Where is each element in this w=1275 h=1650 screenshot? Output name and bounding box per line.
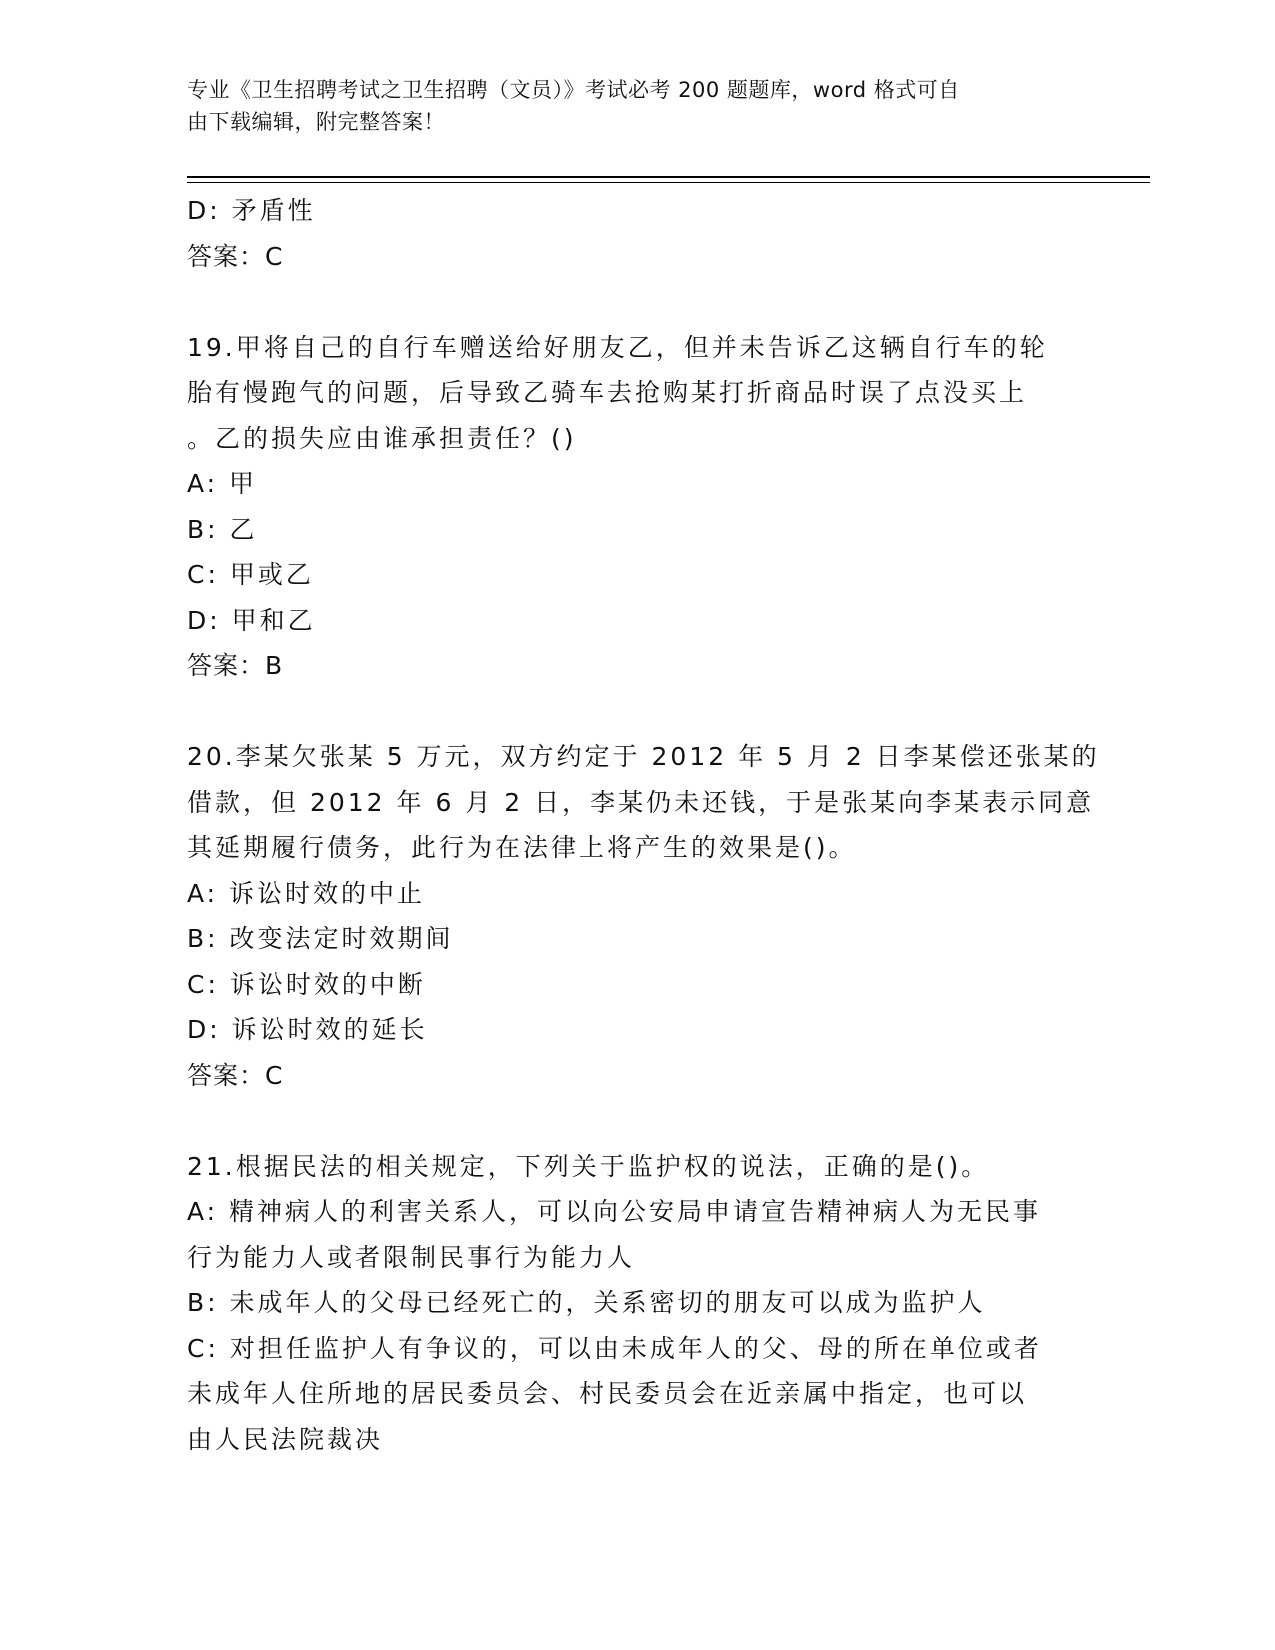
question-19-option-d: D: 甲和乙 — [187, 605, 316, 635]
question-20-stem-line: 其延期履行债务，此行为在法律上将产生的效果是()。 — [187, 833, 857, 862]
question-20-stem-line: 借款，但 2012 年 6 月 2 日，李某仍未还钱，于是张某向李某表示同意 — [187, 787, 1095, 817]
question-20-option-b: B: 改变法定时效期间 — [187, 924, 454, 953]
question-20-answer: 答案：C — [187, 1060, 284, 1090]
question-19-stem-line: 胎有慢跑气的问题，后导致乙骑车去抢购某打折商品时误了点没买上 — [187, 378, 1028, 407]
header-line-2: 由下载编辑，附完整答案！ — [187, 110, 445, 134]
question-19 — [187, 325, 1087, 689]
question-20-option-d: D: 诉讼时效的延长 — [187, 1015, 428, 1044]
question-19-option-c: C: 甲或乙 — [187, 560, 314, 589]
question-21-option-a-line: A: 精神病人的利害关系人，可以向公安局申请宣告精神病人为无民事 — [187, 1197, 1042, 1226]
spacer — [187, 689, 1087, 735]
question-19-option-b: B: 乙 — [187, 514, 258, 544]
question-21-stem: 21.根据民法的相关规定，下列关于监护权的说法，正确的是()。 — [187, 1151, 990, 1181]
question-21-option-c-line: C: 对担任监护人有争议的，可以由未成年人的父、母的所在单位或者 — [187, 1333, 1042, 1363]
question-20 — [187, 734, 1100, 1098]
spacer — [187, 1098, 1087, 1144]
header-rule-thick — [187, 176, 1150, 178]
question-21-option-b: B: 未成年人的父母已经死亡的，关系密切的朋友可以成为监护人 — [187, 1288, 986, 1317]
question-21-option-a-line: 行为能力人或者限制民事行为能力人 — [187, 1242, 636, 1272]
question-20-stem-line: 20.李某欠张某 5 万元，双方约定于 2012 年 5 月 2 日李某偿还张某的 — [187, 742, 1100, 771]
document-header — [187, 74, 1067, 138]
question-19-stem-line: 19.甲将自己的自行车赠送给好朋友乙，但并未告诉乙这辆自行车的轮 — [187, 332, 1048, 362]
question-19-answer: 答案：B — [187, 651, 284, 680]
question-body — [187, 188, 1100, 1462]
question-19-stem-line: 。乙的损失应由谁承担责任？() — [187, 423, 577, 453]
prev-answer: 答案：C — [187, 241, 284, 271]
question-20-option-c: C: 诉讼时效的中断 — [187, 969, 426, 999]
spacer — [187, 279, 1087, 325]
question-21-option-c-line: 未成年人住所地的居民委员会、村民委员会在近亲属中指定，也可以 — [187, 1379, 1028, 1408]
prev-option-d: D: 矛盾性 — [187, 196, 316, 225]
question-20-option-a: A: 诉讼时效的中止 — [187, 878, 426, 908]
question-19-option-a: A: 甲 — [187, 469, 258, 498]
question-21-option-c-line: 由人民法院裁决 — [187, 1424, 384, 1454]
header-line-1: 专业《卫生招聘考试之卫生招聘（文员）》考试必考 200 题题库，word 格式可自 — [187, 78, 960, 102]
header-rule-thin — [187, 182, 1150, 183]
question-21 — [187, 1144, 1087, 1463]
